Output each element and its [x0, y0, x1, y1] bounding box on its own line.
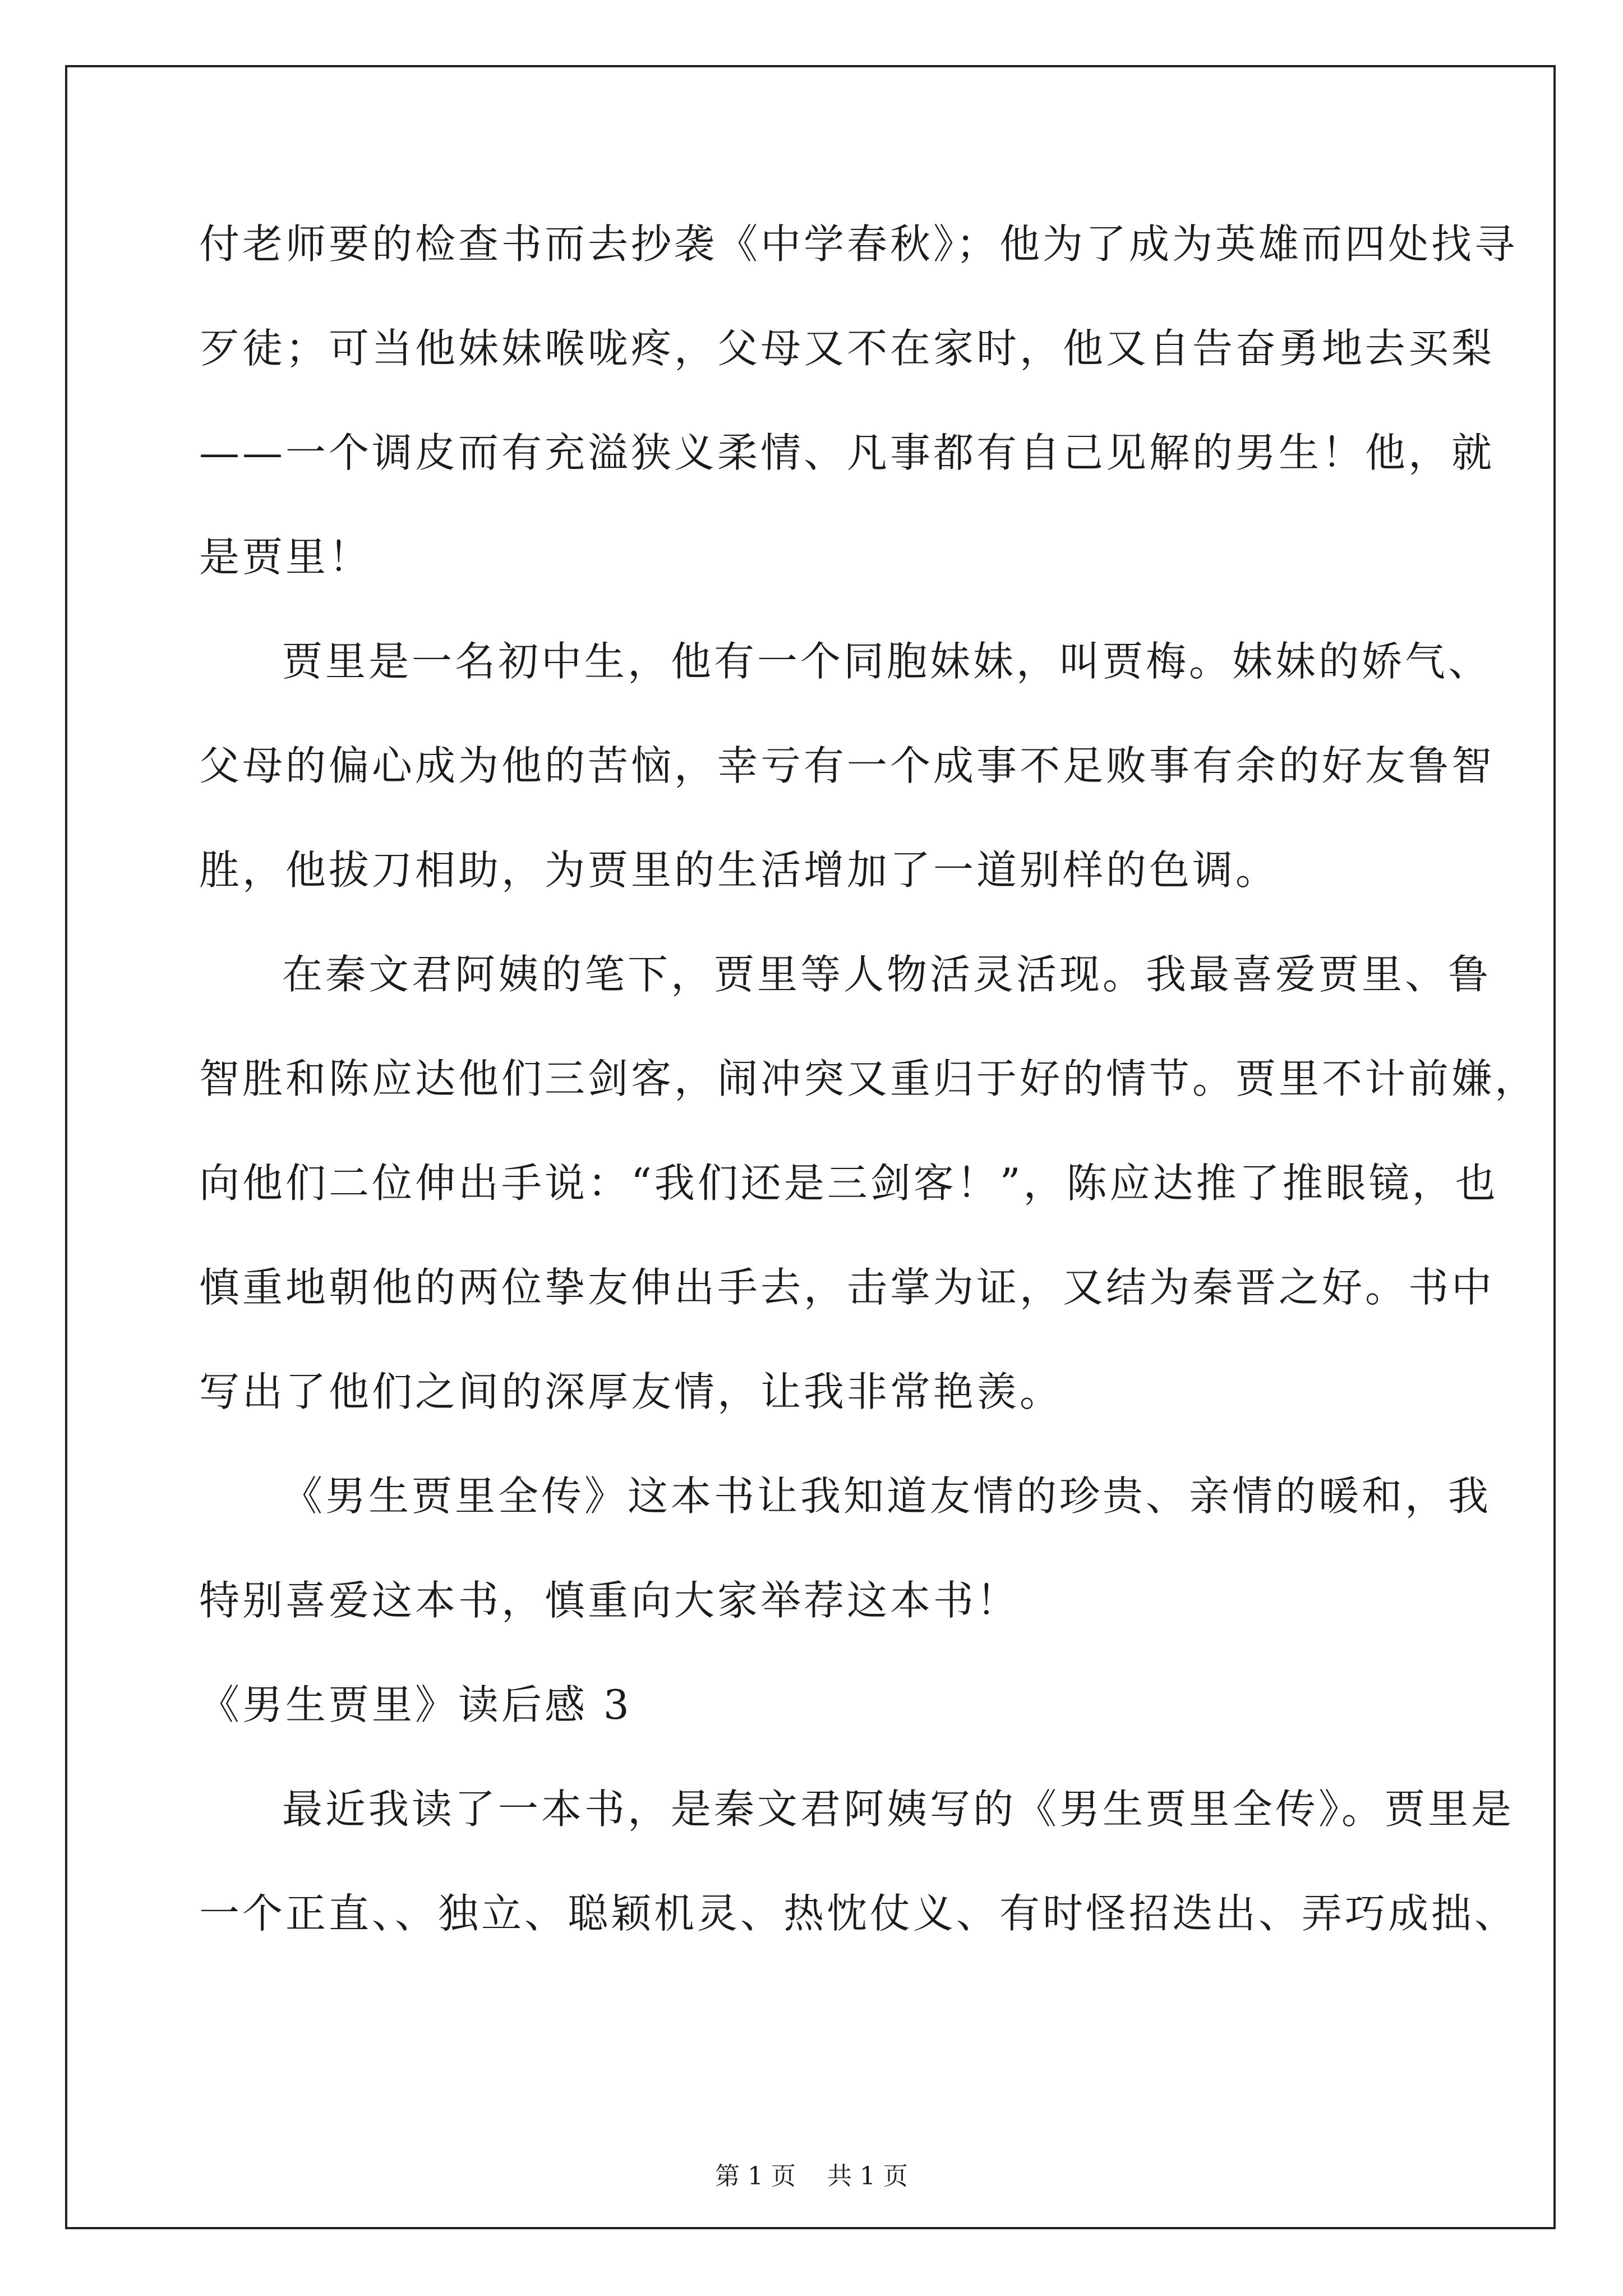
- body-line: 向他们二位伸出手说：“我们还是三剑客！”，陈应达推了推眼镜，也: [199, 1159, 1498, 1207]
- body-line: 是贾里！: [199, 533, 372, 581]
- paragraph-start-line: 《男生贾里全传》这本书让我知道友情的珍贵、亲情的暖和，我: [282, 1473, 1492, 1520]
- body-line: 写出了他们之间的深厚友情，让我非常艳羡。: [199, 1368, 1063, 1415]
- body-line: 一个正直、、独立、聪颖机灵、热忱仗义、有时怪招迭出、弄巧成拙、: [199, 1890, 1518, 1937]
- body-line: 智胜和陈应达他们三剑客，闹冲突又重归于好的情节。贾里不计前嫌，: [199, 1055, 1538, 1102]
- body-line: 特别喜爱这本书，慎重向大家举荐这本书！: [199, 1577, 1020, 1624]
- body-line: 胜，他拔刀相助，为贾里的生活增加了一道别样的色调。: [199, 846, 1279, 894]
- section-heading: 《男生贾里》读后感 3: [199, 1681, 632, 1728]
- page-footer: 第 1 页 共 1 页: [715, 2162, 908, 2191]
- paragraph-start-line: 在秦文君阿姨的笔下，贾里等人物活灵活现。我最喜爱贾里、鲁: [282, 951, 1492, 998]
- body-line: 歹徒；可当他妹妹喉咙疼，父母又不在家时，他又自告奋勇地去买梨: [199, 325, 1495, 372]
- paragraph-start-line: 贾里是一名初中生，他有一个同胞妹妹，叫贾梅。妹妹的娇气、: [282, 638, 1492, 685]
- paragraph-start-line: 最近我读了一本书，是秦文君阿姨写的《男生贾里全传》。贾里是: [282, 1786, 1515, 1833]
- body-line: 付老师要的检查书而去抄袭《中学春秋》；他为了成为英雄而四处找寻: [199, 220, 1518, 268]
- document-body: [199, 210, 1538, 1984]
- body-line: 慎重地朝他的两位挚友伸出手去，击掌为证，又结为秦晋之好。书中: [199, 1264, 1495, 1311]
- body-line: ——一个调皮而有充溢狭义柔情、凡事都有自己见解的男生！他，就: [199, 429, 1495, 476]
- body-line: 父母的偏心成为他的苦恼，幸亏有一个成事不足败事有余的好友鲁智: [199, 742, 1495, 789]
